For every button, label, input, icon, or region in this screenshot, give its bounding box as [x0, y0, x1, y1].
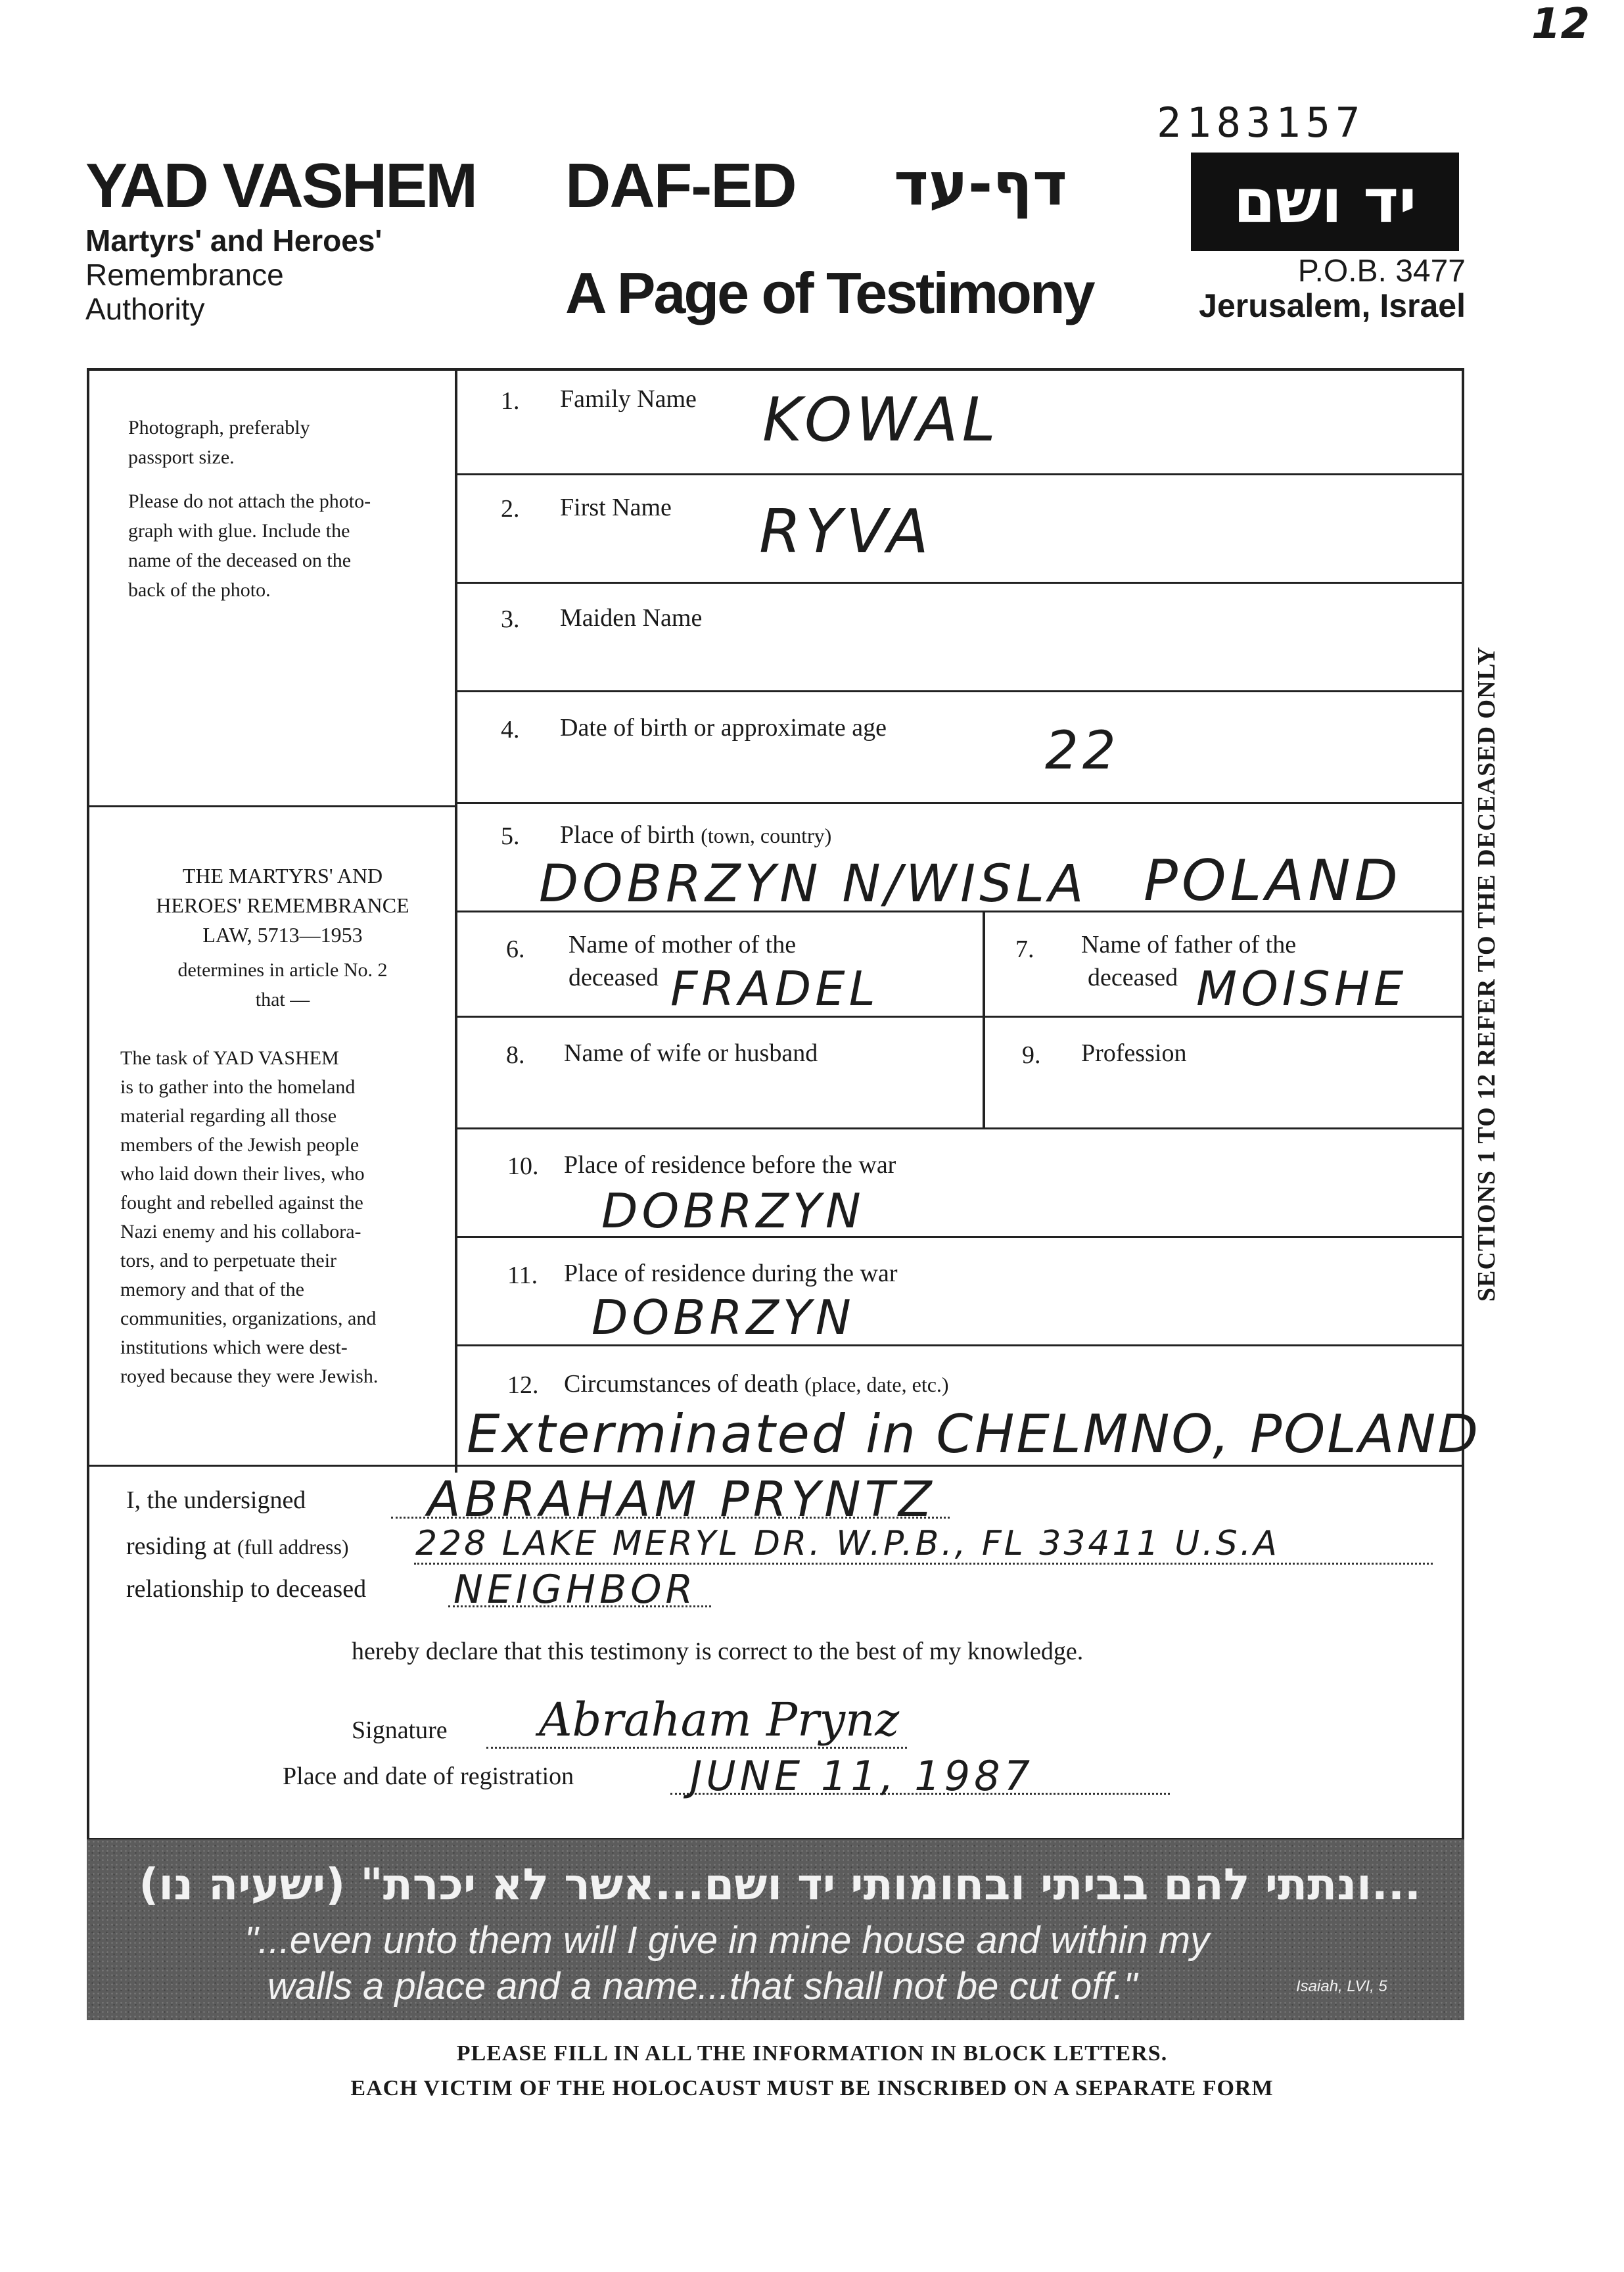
row-divider-2 [455, 582, 1464, 584]
page-number-mark: 12 [1531, 0, 1590, 49]
footer-instruction-2: EACH VICTIM OF THE HOLOCAUST MUST BE INSCRIBED ON A SEPARATE FORM [350, 2076, 1274, 2100]
photo-instructions [128, 413, 437, 605]
residing-label [126, 1532, 349, 1561]
banner-hebrew-quote: ...ונתתי להם בביתי ובחומותי יד ושם...אשר לא יכרת" (ישעיה נו) [139, 1859, 1421, 1910]
father-name-label1: Name of father of the [1081, 931, 1297, 958]
birth-date-label: Date of birth or approximate age [560, 714, 887, 742]
law-body-line: tors, and to perpetuate their [120, 1250, 337, 1271]
field-4-number: 4. [501, 716, 520, 744]
org-name: YAD VASHEM [85, 151, 476, 221]
residing-label-hint: (full address) [237, 1535, 349, 1559]
residence-before-value[interactable]: DOBRZYN [601, 1183, 865, 1239]
org-subtitle [85, 224, 382, 326]
law-body-line: institutions which were dest- [120, 1337, 348, 1358]
photo-instr2: graph with glue. Include the [128, 520, 350, 542]
org-subtitle-line1: Martyrs' and Heroes' [85, 224, 383, 258]
place-date-value[interactable]: JUNE 11, 1987 [690, 1752, 1034, 1800]
relationship-value[interactable]: NEIGHBOR [453, 1567, 697, 1613]
family-name-value[interactable]: KOWAL [762, 385, 1000, 455]
photo-line1: Photograph, preferably [128, 417, 310, 438]
death-circumstances-value[interactable]: Exterminated in CHELMNO, POLAND [467, 1404, 1480, 1465]
residing-value[interactable]: 228 LAKE MERYL DR. W.P.B., FL 33411 U.S.A [415, 1524, 1280, 1563]
relationship-label: relationship to deceased [126, 1575, 367, 1603]
row-divider-1 [455, 473, 1464, 475]
undersigned-label: I, the undersigned [126, 1486, 306, 1514]
law-body [120, 1044, 442, 1391]
profession-label: Profession [1081, 1039, 1187, 1067]
law-title3: LAW, 5713—1953 [202, 923, 363, 947]
signature-value[interactable]: Abraham Prynz [539, 1693, 900, 1747]
quote-banner [87, 1839, 1464, 2020]
photo-instr1: Please do not attach the photo- [128, 490, 371, 512]
form-title: A Page of Testimony [565, 260, 1094, 325]
field-1-number: 1. [501, 387, 520, 415]
signature-label: Signature [352, 1716, 448, 1744]
death-circumstances-label-hint: (place, date, etc.) [804, 1373, 949, 1396]
row-divider-4 [455, 802, 1464, 804]
field-8-number: 8. [506, 1041, 525, 1069]
death-circumstances-label-text: Circumstances of death [564, 1370, 799, 1398]
row-divider-10 [87, 1465, 1464, 1467]
birth-place-country-value[interactable]: POLAND [1144, 848, 1402, 914]
row-divider-7 [455, 1127, 1464, 1129]
law-intro1: determines in article No. 2 [177, 959, 388, 981]
field-3-number: 3. [501, 605, 520, 633]
residence-during-value[interactable]: DOBRZYN [592, 1290, 855, 1345]
field-10-number: 10. [507, 1152, 539, 1180]
birth-place-label-text: Place of birth [560, 821, 695, 849]
law-body-line: is to gather into the homeland [120, 1076, 356, 1098]
birth-place-label [560, 820, 831, 849]
law-body-line: royed because they were Jewish. [120, 1365, 379, 1387]
birth-place-town-value[interactable]: DOBRZYN N/WISLA [539, 855, 1088, 914]
maiden-name-label: Maiden Name [560, 604, 703, 632]
mid-column-divider [983, 911, 985, 1127]
residence-before-label: Place of residence before the war [564, 1151, 896, 1179]
residing-label-text: residing at [126, 1532, 231, 1560]
mother-name-label1: Name of mother of the [568, 931, 797, 958]
photo-line2: passport size. [128, 446, 235, 468]
field-5-number: 5. [501, 822, 520, 850]
mother-name-value[interactable]: FRADEL [670, 961, 879, 1016]
declaration-statement: hereby declare that this testimony is correct to the best of my knowledge. [352, 1638, 1084, 1665]
po-box: P.O.B. 3477 [1297, 254, 1466, 289]
org-subtitle-line2: Remembrance [85, 258, 284, 292]
law-intro2: that — [255, 989, 310, 1010]
form-name-hebrew: דף-עד [894, 150, 1067, 219]
law-body-line: fought and rebelled against the [120, 1192, 363, 1214]
law-title2: HEROES' REMEMBRANCE [156, 893, 409, 917]
document-number: 2183157 [1157, 99, 1366, 147]
place-date-label: Place and date of registration [283, 1763, 574, 1790]
city: Jerusalem, Israel [1199, 287, 1466, 324]
first-name-value[interactable]: RYVA [759, 496, 933, 567]
birth-place-label-hint: (town, country) [701, 824, 832, 847]
father-name-label2: deceased [1088, 964, 1178, 991]
form-name: DAF-ED [565, 151, 796, 221]
mother-name-label2: deceased [568, 964, 659, 991]
law-body-line: material regarding all those [120, 1105, 337, 1127]
birth-date-value[interactable]: 22 [1045, 720, 1120, 781]
org-subtitle-line3: Authority [85, 292, 205, 326]
banner-english-line2: walls a place and a name...that shall not be cut off." [267, 1965, 1138, 2008]
left-column-divider [455, 368, 457, 1473]
spouse-name-label: Name of wife or husband [564, 1039, 818, 1067]
residence-during-label: Place of residence during the war [564, 1260, 898, 1287]
family-name-label: Family Name [560, 385, 697, 413]
sections-note: SECTIONS 1 TO 12 REFER TO THE DECEASED ONLY [1473, 646, 1500, 1302]
law-body-line: The task of YAD VASHEM [120, 1047, 339, 1069]
law-body-line: members of the Jewish people [120, 1134, 360, 1156]
banner-reference: Isaiah, LVI, 5 [1296, 1977, 1387, 1995]
field-2-number: 2. [501, 495, 520, 523]
law-body-line: Nazi enemy and his collabora- [120, 1221, 361, 1242]
field-6-number: 6. [506, 935, 525, 963]
father-name-value[interactable]: MOISHE [1196, 961, 1408, 1016]
field-12-number: 12. [507, 1371, 539, 1399]
row-divider-3 [455, 690, 1464, 692]
law-body-line: who laid down their lives, who [120, 1163, 365, 1185]
photo-law-divider [87, 805, 455, 807]
law-title1: THE MARTYRS' AND [182, 864, 383, 888]
first-name-label: First Name [560, 494, 672, 521]
death-circumstances-label [564, 1369, 949, 1398]
photo-instr3: name of the deceased on the [128, 550, 352, 571]
law-body-line: communities, organizations, and [120, 1308, 377, 1329]
photo-instr4: back of the photo. [128, 579, 271, 601]
field-11-number: 11. [507, 1262, 538, 1289]
banner-english-line1: "...even unto them will I give in mine house and within my [244, 1919, 1210, 1962]
field-9-number: 9. [1022, 1041, 1041, 1069]
field-7-number: 7. [1015, 935, 1034, 963]
law-body-line: memory and that of the [120, 1279, 304, 1300]
footer-instruction-1: PLEASE FILL IN ALL THE INFORMATION IN BLOCK LETTERS. [456, 2041, 1168, 2066]
yad-vashem-logo: יד ושם [1191, 153, 1459, 251]
undersigned-value[interactable]: ABRAHAM PRYNTZ [427, 1471, 936, 1528]
law-title [125, 861, 440, 1014]
